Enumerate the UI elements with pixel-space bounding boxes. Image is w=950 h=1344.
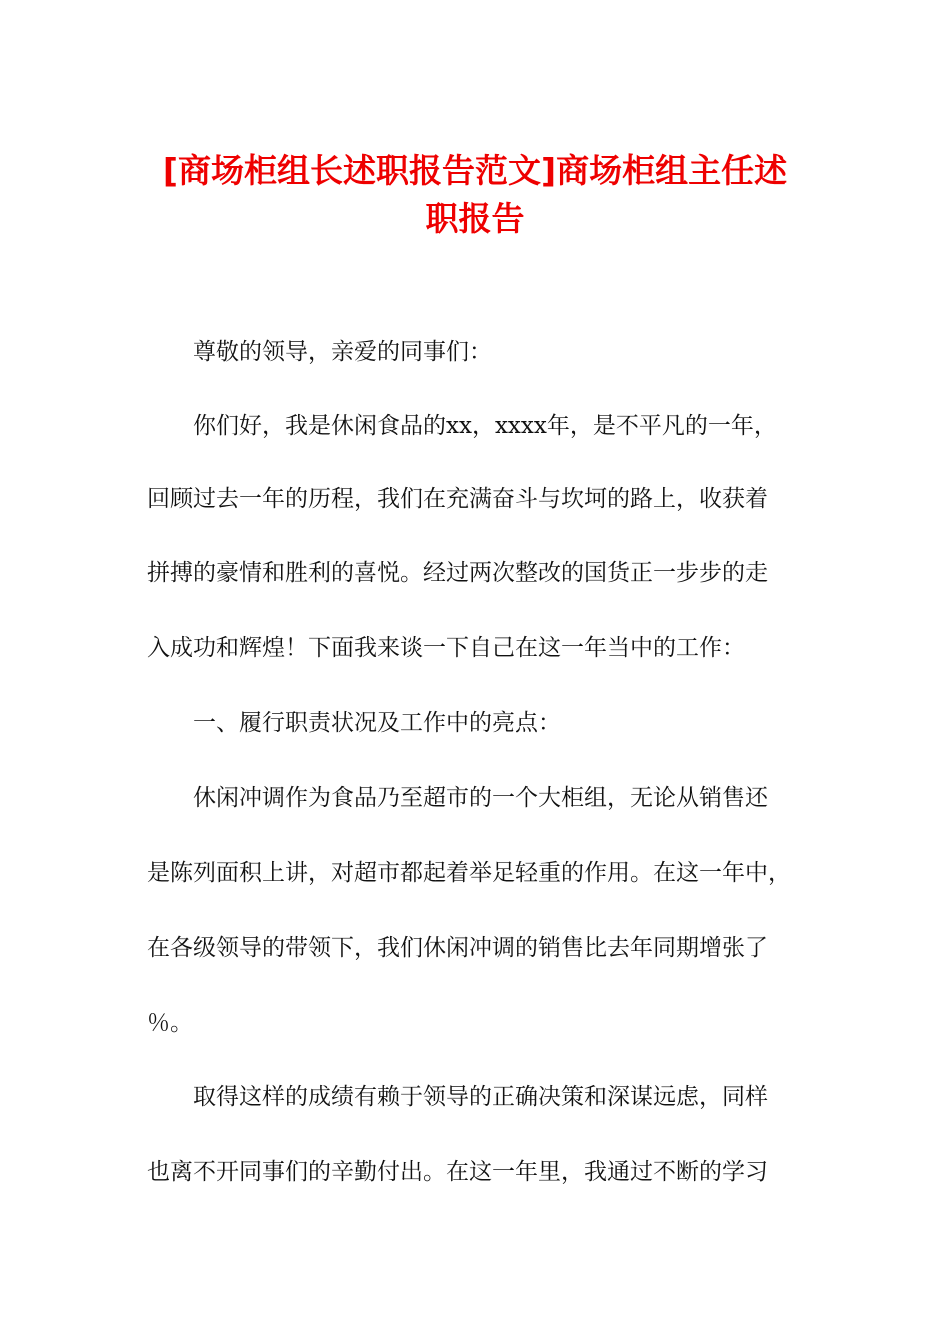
document-title-line-1: [商场柜组长述职报告范文]商场柜组主任述 [162, 151, 788, 190]
body-line: 入成功和辉煌！下面我来谈一下自己在这一年当中的工作： [147, 635, 745, 661]
body-line: 你们好，我是休闲食品的xx，xxxx年，是不平凡的一年， [193, 413, 777, 439]
salutation-line: 尊敬的领导，亲爱的同事们： [193, 339, 492, 365]
body-line: 回顾过去一年的历程，我们在充满奋斗与坎坷的路上，收获着 [147, 486, 768, 512]
body-line: 在各级领导的带领下，我们休闲冲调的销售比去年同期增张了 [147, 935, 768, 961]
body-line: ％。 [147, 1010, 193, 1036]
body-line: 也离不开同事们的辛勤付出。在这一年里，我通过不断的学习 [147, 1159, 768, 1185]
section-heading: 一、履行职责状况及工作中的亮点： [193, 710, 561, 736]
body-line: 是陈列面积上讲，对超市都起着举足轻重的作用。在这一年中， [147, 860, 791, 886]
body-line: 拼搏的豪情和胜利的喜悦。经过两次整改的国货正一步步的走 [147, 560, 768, 586]
body-line: 休闲冲调作为食品乃至超市的一个大柜组，无论从销售还 [193, 785, 768, 811]
body-line: 取得这样的成绩有赖于领导的正确决策和深谋远虑，同样 [193, 1084, 768, 1110]
document-title-line-2: 职报告 [425, 199, 525, 238]
